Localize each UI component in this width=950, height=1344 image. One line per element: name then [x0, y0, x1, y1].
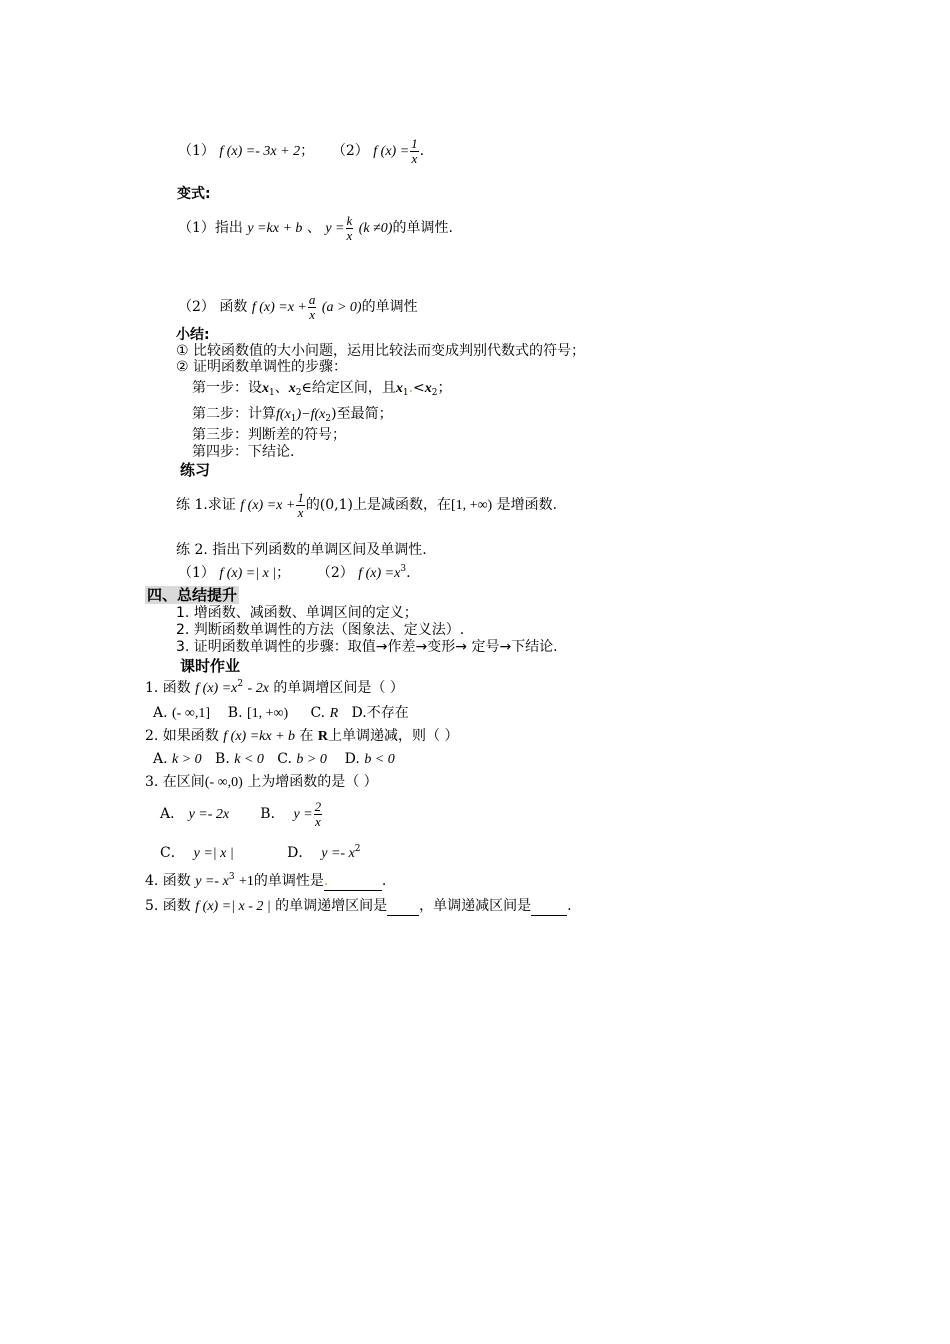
q1-exponent: 2: [237, 679, 244, 689]
fraction-denominator: x: [411, 150, 418, 166]
fraction-numerator: a: [308, 292, 316, 307]
q3-tail: 上为增函数的是（ ）: [247, 774, 378, 790]
step2-tail: )至最简；: [331, 406, 393, 422]
summary-title: 小结:: [176, 327, 210, 343]
intro-item2-label: （2）: [331, 143, 369, 160]
q1-option-c: R: [329, 706, 339, 721]
practice-2-items: [178, 564, 411, 583]
homework-title: 课时作业: [180, 657, 241, 675]
step1-tail: ；: [437, 380, 452, 396]
step2-subscript: 1: [290, 414, 297, 424]
hw-q2-options: [153, 751, 395, 769]
q3-option-c-label: C．: [160, 845, 185, 861]
hw-q3: [145, 774, 378, 792]
q2-option-a: k > 0: [172, 752, 202, 767]
practice2-item1-formula: f (x) =| x |: [219, 566, 277, 581]
fraction-numerator: 2: [314, 799, 322, 814]
variant-item1-sep: 、: [306, 220, 321, 237]
practice1-tail: 是增函数.: [496, 497, 558, 514]
q1-tail: 的单调增区间是（ ）: [273, 680, 404, 696]
q4-formula: y =- x: [195, 874, 229, 889]
summary-step2: [192, 406, 393, 425]
q1-text: 1. 函数: [145, 680, 191, 696]
q2-text: 2. 如果函数: [145, 728, 219, 744]
summary-point1: ① 比较函数值的大小问题，运用比较法而变成判别代数式的符号；: [176, 343, 585, 359]
variant-title: 变式:: [177, 186, 211, 202]
q3-option-d-label: D．: [287, 845, 313, 861]
q5-text2: 的单调递增区间是: [275, 898, 388, 914]
q4-text: 4. 函数: [145, 873, 191, 889]
section4-line1: 1. 增函数、减函数、单调区间的定义；: [176, 605, 418, 621]
practice2-item1-label: （1）: [178, 565, 215, 581]
practice-1: [176, 491, 557, 519]
practice-2: 练 2. 指出下列函数的单调区间及单调性.: [176, 542, 427, 558]
summary-step3: 第三步：判断差的符号；: [192, 427, 346, 443]
practice1-lhs: f (x) =x +: [240, 498, 296, 514]
hw-q3-options-ab: [160, 800, 323, 828]
step1-var: x: [288, 381, 296, 396]
section4-line2: 2. 判断函数单调性的方法（图象法、定义法）.: [176, 622, 465, 638]
q5-tail: .: [567, 898, 572, 914]
q4-formula2: +1: [239, 874, 254, 889]
q2-option-d: b < 0: [364, 752, 395, 767]
q3-option-c: y =| x |: [193, 846, 234, 861]
fraction-denominator: x: [309, 306, 315, 322]
variant-item1-condition: (k ≠0): [358, 221, 393, 237]
q5-text: 5. 函数: [145, 898, 191, 914]
intro-item1-label: （1）: [178, 143, 215, 160]
fraction-denominator: x: [315, 813, 321, 829]
q4-exponent: 3: [228, 872, 235, 882]
step1-subscript: 1: [402, 388, 409, 398]
q2-option-b-label: B.: [215, 751, 230, 767]
fraction-numerator: k: [346, 213, 353, 228]
summary-step1: 第一步：设$x_1$、$x_2\in$给定区间，且$x_1.<x_2$；: [192, 380, 452, 398]
fraction-denominator: x: [297, 504, 304, 520]
step1-subscript: 1: [269, 388, 275, 398]
hw-q3-options-cd: [160, 844, 361, 863]
q3-option-b-lhs: y =: [293, 807, 313, 823]
q2-option-c: b > 0: [296, 752, 327, 767]
q2-option-d-label: D.: [344, 751, 360, 767]
step1-var: x: [424, 381, 432, 396]
practice1-text2: 的(0,1)上是减函数，在: [305, 497, 452, 514]
variant-item2-fraction: [308, 293, 317, 321]
q3-option-d-exponent: 2: [354, 844, 361, 854]
q2-tail: 上单调递减，则（ ）: [328, 728, 459, 744]
step2-text: 第二步：计算: [192, 406, 276, 422]
q2-formula: f (x) =kx + b: [223, 729, 296, 744]
step1-text: 第一步：设: [192, 380, 262, 396]
q1-option-b-label: B.: [227, 705, 243, 721]
practice1-interval: [1, +∞): [451, 498, 493, 514]
q3-option-a: y =- 2x: [188, 807, 230, 823]
q5-decreasing-blank[interactable]: [531, 898, 567, 916]
step1-subscript: 2: [431, 388, 438, 398]
q1-formula: f (x) =x: [195, 681, 238, 696]
variant-item2-label: （2） 函数: [178, 299, 248, 316]
step2-fx2: )−f(x: [296, 407, 326, 422]
step1-var: x: [395, 381, 403, 396]
q3-text: 3. 在区间: [145, 774, 205, 790]
q4-text2: 的单调性是: [253, 873, 324, 889]
q3-option-d: y =- x: [321, 846, 355, 861]
hw-q4: [145, 872, 386, 891]
q2-text2: 在: [299, 728, 314, 744]
q5-text3: ，单调递减区间是: [419, 898, 532, 914]
intro-items: [178, 137, 424, 165]
q5-increasing-blank[interactable]: [387, 898, 419, 916]
variant-item2-condition: (a > 0): [321, 300, 362, 316]
fraction-numerator: 1: [297, 490, 304, 505]
fraction-denominator: x: [346, 227, 353, 243]
practice1-text: 练 1.求证: [176, 497, 236, 514]
q2-real-set: R: [317, 729, 329, 744]
q5-formula: f (x) =| x - 2 |: [195, 899, 271, 914]
variant-item1-fraction: [346, 214, 354, 242]
section4-title: 四、总结提升: [147, 586, 238, 604]
practice2-item2-exponent: 3: [400, 564, 407, 574]
practice1-fraction: [296, 491, 305, 519]
q1-option-b: [1, +∞): [247, 706, 289, 721]
practice-title: 练习: [180, 461, 211, 479]
q4-tail: .: [381, 873, 387, 889]
q3-option-b-label: B．: [260, 806, 285, 823]
q4-answer-blank[interactable]: .: [324, 873, 382, 891]
hw-q1-options: [153, 705, 409, 723]
intro-item2-fraction: [410, 137, 419, 165]
intro-item1-tail: ；: [300, 143, 315, 160]
variant-item2: [178, 293, 418, 321]
q1-formula2: - 2x: [247, 681, 269, 696]
hw-q2: [145, 728, 459, 746]
q3-option-b-fraction: [314, 800, 323, 828]
q3-interval: (- ∞,0): [204, 775, 243, 790]
step1-subscript: 2: [295, 388, 302, 398]
section4-line3: 3. 证明函数单调性的步骤：取值→作差→变形→ 定号→下结论.: [176, 639, 558, 655]
q3-option-a-label: A．: [160, 806, 185, 823]
step1-text: ∈给定区间，且: [301, 380, 396, 396]
hw-q1: [145, 679, 404, 698]
summary-step4: 第四步：下结论.: [192, 444, 295, 460]
hw-q5: [145, 898, 572, 916]
summary-point2: ② 证明函数单调性的步骤：: [176, 359, 348, 375]
step1-lt: <: [413, 380, 425, 396]
practice2-item2-formula: f (x) =x: [358, 566, 401, 581]
practice2-item1-tail: ；: [276, 565, 291, 581]
step2-subscript: 2: [325, 414, 332, 424]
step1-sep: 、: [274, 380, 289, 396]
fraction-numerator: 1: [411, 136, 418, 151]
variant-item2-tail: 的单调性: [361, 299, 418, 316]
q2-option-b: k < 0: [234, 752, 264, 767]
variant-item1-lhs: y =: [325, 221, 345, 237]
q2-option-c-label: C.: [277, 751, 292, 767]
variant-item1-formula1: y =kx + b: [247, 221, 303, 237]
variant-item1-label: （1）指出: [178, 220, 243, 237]
variant-item1-tail: 的单调性.: [392, 220, 453, 237]
step2-fx1: f(x: [276, 407, 291, 422]
intro-item2-tail: .: [419, 143, 425, 160]
step1-var: x: [262, 381, 269, 396]
practice2-item2-tail: .: [406, 565, 411, 581]
q1-option-a: (- ∞,1]: [172, 706, 210, 721]
intro-item1-formula: f (x) =- 3x + 2: [219, 144, 301, 160]
q1-option-a-label: A.: [153, 705, 168, 721]
variant-item1: [178, 214, 453, 242]
practice2-item2-label: （2）: [316, 565, 354, 581]
intro-item2-lhs: f (x) =: [373, 144, 410, 160]
q1-option-d: D.不存在: [351, 705, 409, 721]
q2-option-a-label: A.: [153, 751, 168, 767]
q1-option-c-label: C.: [310, 705, 326, 721]
variant-item2-lhs: f (x) =x +: [251, 300, 307, 316]
